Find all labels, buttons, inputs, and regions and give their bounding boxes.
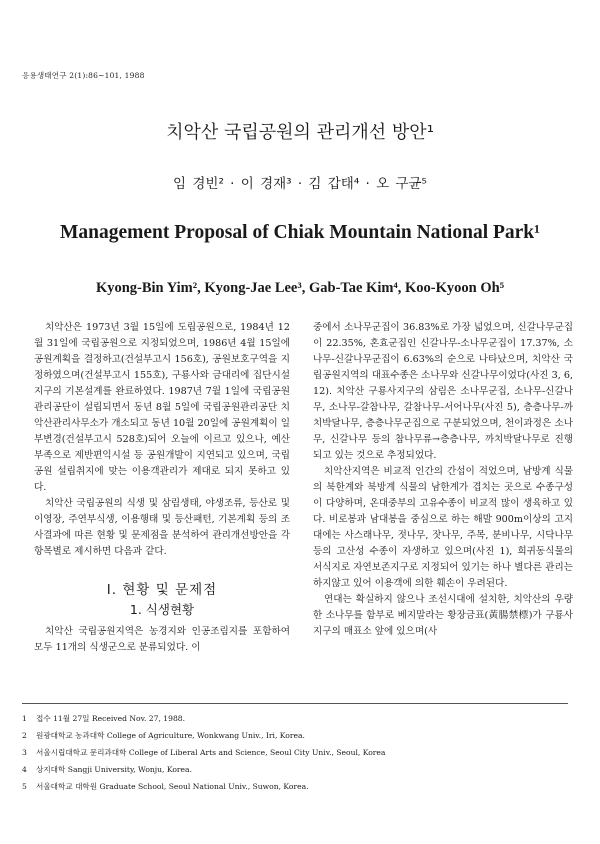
footnote: 5 서울대학교 대학원 Graduate School, Seoul National Univ., Suwon, Korea. [22,782,309,791]
footnote: 4 상지대학 Sangji University, Wonju, Korea. [22,765,192,774]
footnote: 1 접수 11월 27일 Received Nov. 27, 1988. [22,714,186,723]
left-column [34,320,290,656]
subsection-heading: 1. 식생현황 [129,602,195,617]
korean-authors: 임 경빈² · 이 경재³ · 김 갑태⁴ · 오 구균⁵ [173,176,427,192]
footnote: 2 원광대학교 농과대학 College of Agriculture, Wonkwang Univ., Iri, Korea. [22,731,305,740]
section-heading: Ⅰ. 현황 및 문제점 [106,582,218,598]
body-paragraph: 치악산 국립공원의 식생 및 삼림생태, 야생조류, 등산로 및 이영장, 주연부식생, 이용행태 및 등산패턴, 기본계획 등의 조사결과에 따른 현황 및 문제점을 분석하여 관리개선방안을 각 항목별로 제시하면 다음과 같다. [34,498,290,557]
journal-reference: 응용생태연구 2(1):86~101, 1988 [22,71,145,80]
body-paragraph: 치악산은 1973년 3월 15일에 도립공원으로, 1984년 12월 31일에 국립공원으로 지정되었으며, 1986년 4월 15일에 공원계획을 결정하고(건설부고시 156호), 공원보호구역을 지정하였으며(건설부고시 155호), 구룡사와 금대리에 집단시설지구의 기본설계를 완료하였다. 1987년 7월 1일에 국립공원관리공단이 설립되면서 동년 8월 5일에 국립공원관리공단 치악산관리사무소가 개소되고 동년 10월 20일에 공원계획이 일부변경(건설부고시 528호)되어 오늘에 이르고 있으나, 예산부족으로 제반편익시설 등 공원개발이 지연되고 있으며, 국립공원 설립취지에 맞는 이용객관리가 제대로 되지 못하고 있다. [34,322,290,493]
footnote-divider [22,703,568,704]
right-column [313,320,573,640]
english-title: Management Proposal of Chiak Mountain National Park¹ [59,222,540,243]
body-paragraph: 치악산지역은 비교적 인간의 간섭이 적었으며, 남방계 식물의 북한계와 북방계 식물의 남한계가 겹치는 곳으로 수종구성이 다양하며, 온대중부의 고유수종이 비교적 많이 생육하고 있다. 비로봉과 남대봉을 중심으로 하는 해발 900m이상의 고지대에는 사스래나무, 젓나무, 잣나무, 주목, 분비나무, 시닥나무 등의 고산성 수종이 자생하고 있으며(사진 1), 희귀동식물의 서식지로 자연보존지구로 지정되어 있기는 하나 별다른 관리는 하지않고 있어 이용객에 의한 훼손이 우려된다. [313,466,573,589]
footnote: 3 서울시립대학교 문리과대학 College of Liberal Arts and Science, Seoul City Univ., Seoul, Korea [22,748,386,757]
footnotes [22,710,572,795]
body-paragraph: 중에서 소나무군집이 36.83%로 가장 넓었으며, 신갈나무군집이 22.35%, 혼효군집인 신갈나무-소나무군집이 17.37%, 소나무-신갈나무군집이 6.63%의 순으로 나타났으며, 치악산 국립공원지역의 대표수종은 소나무와 신갈나무이었다(사진 3, 6, 12). 치악산 구룡사지구의 삼림은 소나무군집, 소나무-신갈나무, 소나무-갈참나무, 갈참나무-서어나무(사진 5), 층층나무-까치박달나무, 층층나무군집으로 구분되었으며, 천이과정은 소나무, 신갈나무 등의 참나무류→층층나무, 까치박달나무로 진행되고 있는 것으로 추정되었다. [313,322,573,461]
korean-title: 치악산 국립공원의 관리개선 방안¹ [166,122,434,143]
english-authors: Kyong-Bin Yim², Kyong-Jae Lee³, Gab-Tae Kim⁴, Koo-Kyoon Oh⁵ [95,280,505,296]
body-paragraph: 치악산 국립공원지역은 농경지와 인공조림지를 포함하여 모두 11개의 식생군으로 분류되었다. 이 [34,626,290,653]
body-paragraph: 연대는 확실하지 않으나 조선시대에 설치한, 치악산의 우량한 소나무를 함부로 베지말라는 황장금표(黃腸禁標)가 구룡사지구의 매표소 앞에 있으며(사 [313,594,573,637]
